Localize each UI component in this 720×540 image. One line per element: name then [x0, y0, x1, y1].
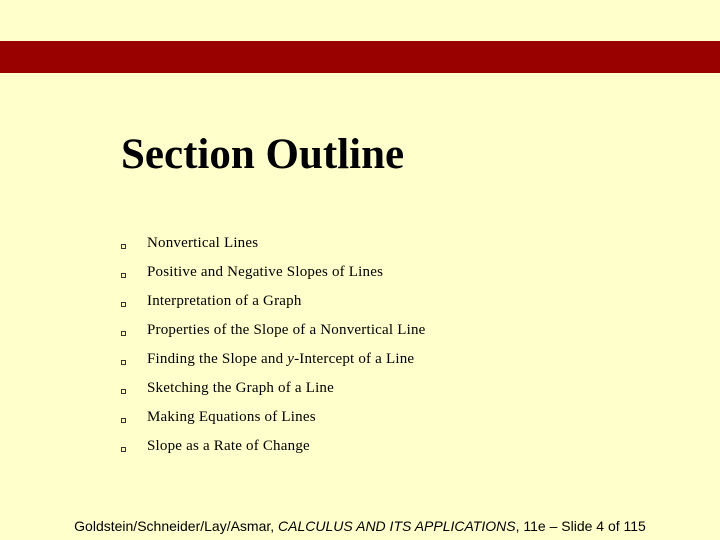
footer-book-title: CALCULUS AND ITS APPLICATIONS [278, 518, 516, 534]
outline-item-text: Making Equations of Lines [147, 409, 316, 425]
square-bullet-icon [121, 273, 126, 278]
outline-item [118, 287, 426, 316]
square-bullet-icon [121, 418, 126, 423]
outline-item [118, 403, 426, 432]
square-bullet-icon [121, 331, 126, 336]
outline-item-text: Positive and Negative Slopes of Lines [147, 264, 384, 280]
outline-item-text [147, 351, 414, 368]
outline-item-text: Slope as a Rate of Change [147, 438, 310, 454]
outline-item [118, 316, 426, 345]
outline-item [118, 432, 426, 461]
square-bullet-icon [121, 360, 126, 365]
square-bullet-icon [121, 244, 126, 249]
outline-item [118, 229, 426, 258]
slide-footer [0, 518, 720, 534]
outline-item [118, 374, 426, 403]
square-bullet-icon [121, 302, 126, 307]
slide-title: Section Outline [121, 131, 405, 178]
outline-item [118, 345, 426, 374]
square-bullet-icon [121, 389, 126, 394]
outline-item-text-post: -Intercept of a Line [294, 351, 415, 367]
top-banner-bar [0, 41, 720, 73]
outline-item-text: Nonvertical Lines [147, 235, 259, 251]
outline-item-text-pre: Finding the Slope and [147, 351, 288, 367]
outline-item-text: Interpretation of a Graph [147, 293, 302, 309]
footer-authors: Goldstein/Schneider/Lay/Asmar, [74, 518, 279, 534]
outline-item-text-italic: y [287, 351, 295, 367]
square-bullet-icon [121, 447, 126, 452]
outline-item-text: Sketching the Graph of a Line [147, 380, 334, 396]
outline-item [118, 258, 426, 287]
footer-slide-number: , 11e – Slide 4 of 115 [515, 518, 646, 534]
outline-item-text: Properties of the Slope of a Nonvertical Line [147, 322, 426, 338]
outline-list [118, 229, 426, 461]
